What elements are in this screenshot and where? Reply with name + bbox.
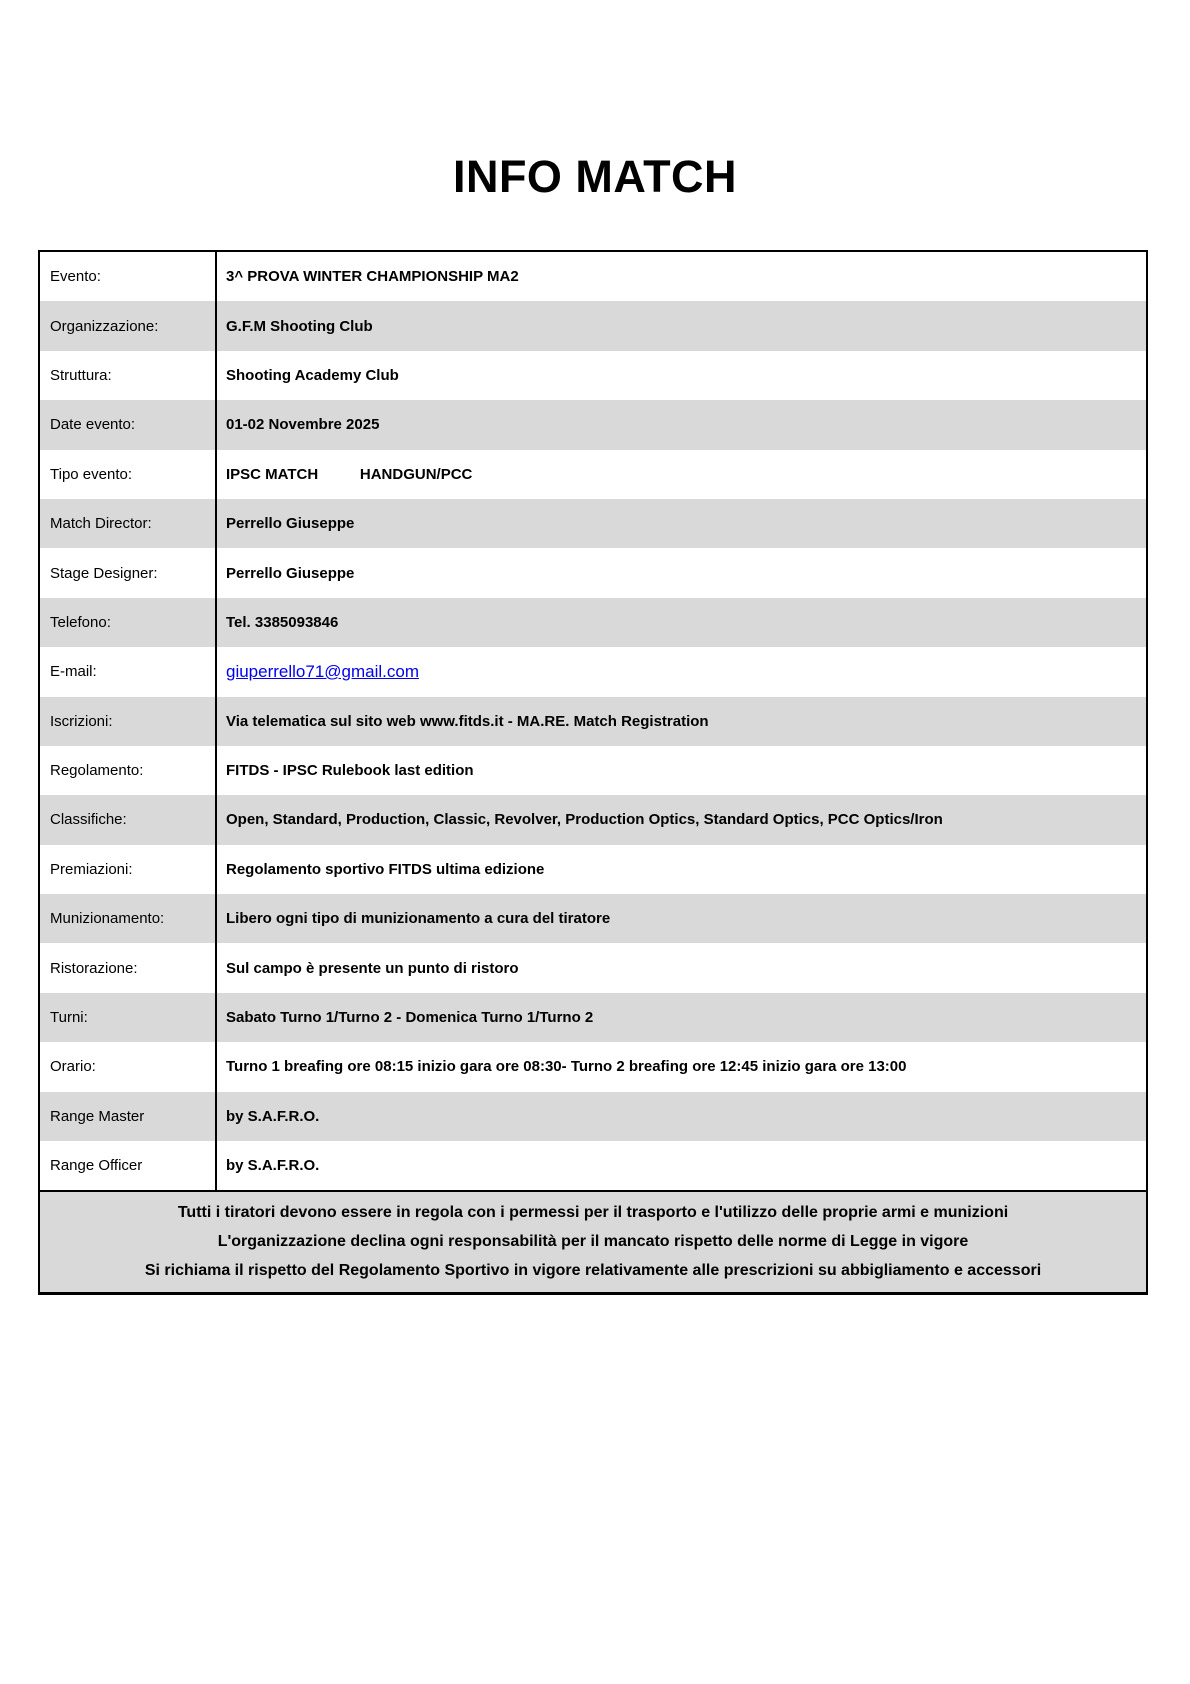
info-row-email (40, 647, 1146, 696)
row-value: Open, Standard, Production, Classic, Revolver, Production Optics, Standard Optics, PCC Optics/Iron (226, 811, 943, 829)
info-row-telefono (40, 598, 1146, 647)
row-value: IPSC MATCH HANDGUN/PCC (226, 465, 473, 483)
info-row-evento (40, 252, 1146, 301)
info-row-orario (40, 1042, 1146, 1091)
info-row-premiazioni (40, 845, 1146, 894)
info-row-iscrizioni (40, 697, 1146, 746)
info-row-range-officer (40, 1141, 1146, 1190)
row-label: Ristorazione: (40, 943, 217, 992)
row-label: Iscrizioni: (40, 697, 217, 746)
info-row-tipo-evento (40, 450, 1146, 499)
row-label: Match Director: (40, 499, 217, 548)
email-link[interactable]: giuperrello71@gmail.com (226, 661, 420, 681)
info-row-organizzazione (40, 301, 1146, 350)
row-value: FITDS - IPSC Rulebook last edition (226, 762, 474, 780)
row-value: Sabato Turno 1/Turno 2 - Domenica Turno 1/Turno 2 (226, 1009, 594, 1027)
info-table (38, 250, 1148, 1295)
row-label: Evento: (40, 252, 217, 301)
row-value: Regolamento sportivo FITDS ultima edizione (226, 860, 545, 878)
rules-footer (40, 1190, 1146, 1292)
info-row-stage-designer (40, 548, 1146, 597)
row-value: G.F.M Shooting Club (226, 317, 373, 335)
page-title: INFO MATCH (452, 151, 738, 202)
row-label: Struttura: (40, 351, 217, 400)
row-label: Munizionamento: (40, 894, 217, 943)
row-label: Orario: (40, 1042, 217, 1091)
row-value: Perrello Giuseppe (226, 564, 355, 582)
row-value: Shooting Academy Club (226, 366, 399, 384)
info-row-range-master (40, 1092, 1146, 1141)
row-value: Turno 1 breafing ore 08:15 inizio gara ore 08:30- Turno 2 breafing ore 12:45 inizio gara ore 13:00 (226, 1058, 907, 1076)
info-row-ristorazione (40, 943, 1146, 992)
row-label: Stage Designer: (40, 548, 217, 597)
row-label: Telefono: (40, 598, 217, 647)
row-value: Perrello Giuseppe (226, 515, 355, 533)
info-row-turni (40, 993, 1146, 1042)
info-row-date-evento (40, 400, 1146, 449)
row-label: Range Master (40, 1092, 217, 1141)
row-value: by S.A.F.R.O. (226, 1157, 320, 1175)
row-label: Premiazioni: (40, 845, 217, 894)
row-label: Classifiche: (40, 795, 217, 844)
row-value: Libero ogni tipo di munizionamento a cura del tiratore (226, 910, 611, 928)
row-value: Via telematica sul sito web www.fitds.it - MA.RE. Match Registration (226, 712, 709, 730)
info-row-classifiche (40, 795, 1146, 844)
row-label: Regolamento: (40, 746, 217, 795)
row-label: Turni: (40, 993, 217, 1042)
row-value: 3^ PROVA WINTER CHAMPIONSHIP MA2 (226, 268, 519, 286)
info-row-match-director (40, 499, 1146, 548)
info-row-munizionamento (40, 894, 1146, 943)
info-row-regolamento (40, 746, 1146, 795)
footer-line: Si richiama il rispetto del Regolamento Sportivo in vigore relativamente alle prescrizioni su abbigliamento e accessori (144, 1262, 1042, 1280)
info-row-struttura (40, 351, 1146, 400)
row-label: Organizzazione: (40, 301, 217, 350)
row-value: 01-02 Novembre 2025 (226, 416, 380, 434)
row-label: Tipo evento: (40, 450, 217, 499)
row-label: E-mail: (40, 647, 217, 696)
row-label: Range Officer (40, 1141, 217, 1190)
footer-line: Tutti i tiratori devono essere in regola con i permessi per il trasporto e l'utilizzo delle proprie armi e munizioni (177, 1204, 1009, 1222)
footer-line: L'organizzazione declina ogni responsabilità per il mancato rispetto delle norme di Legge in vigore (217, 1233, 969, 1251)
row-value: Tel. 3385093846 (226, 613, 339, 631)
row-label: Date evento: (40, 400, 217, 449)
row-value: by S.A.F.R.O. (226, 1107, 320, 1125)
row-value: Sul campo è presente un punto di ristoro (226, 959, 519, 977)
